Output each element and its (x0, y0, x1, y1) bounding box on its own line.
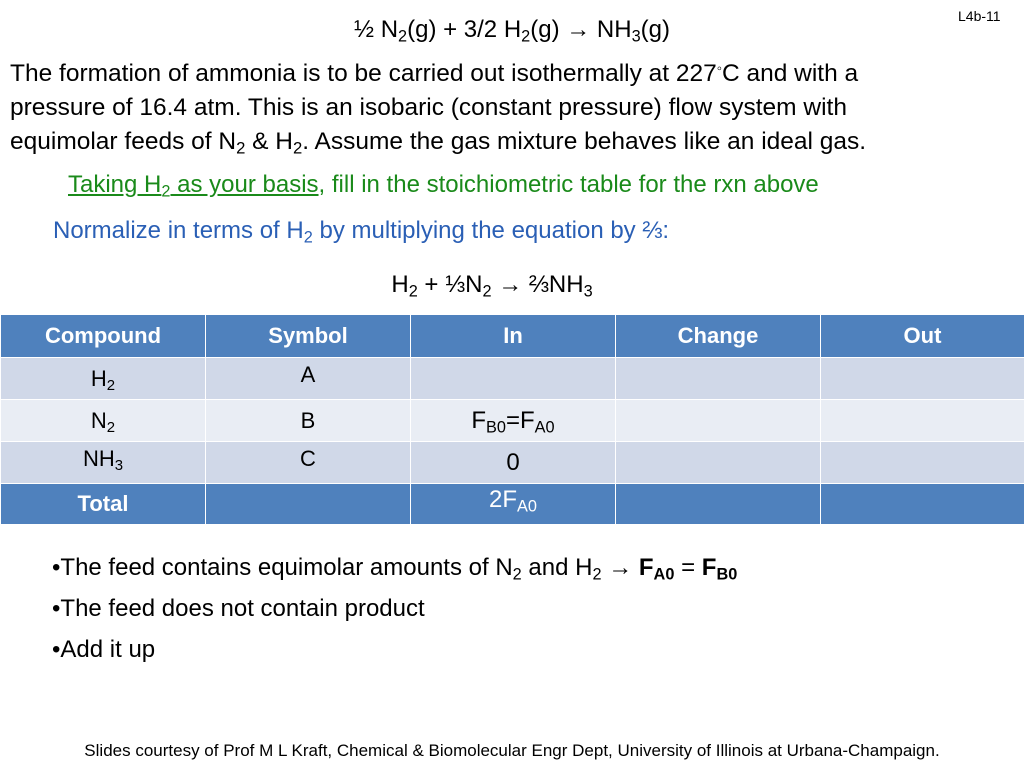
cell-change[interactable] (616, 358, 821, 400)
stoichiometric-table (0, 314, 1024, 525)
cell-symbol (206, 400, 411, 442)
eq-h2-phase: (g) → NH (530, 16, 632, 43)
cell-change[interactable] (616, 400, 821, 442)
header-symbol: Symbol (206, 315, 411, 358)
normalized-equation (0, 271, 984, 299)
norm-h-sub: 2 (408, 282, 418, 301)
bullet-1-sub2: 2 (592, 565, 602, 584)
cell-in[interactable] (411, 442, 616, 484)
eq-n2: N (380, 16, 399, 43)
bullet-1c: → (601, 554, 639, 581)
table-row (1, 358, 1024, 400)
basis-rest: , fill in the stoichiometric table for the rxn above (318, 171, 819, 198)
table-header-row (1, 315, 1024, 358)
cell-total-out[interactable] (821, 484, 1024, 525)
norm-nh-sub: 3 (583, 282, 593, 301)
in-text: F (471, 406, 487, 434)
eq-nh3-phase: (g) (640, 16, 670, 43)
total-label: Total (77, 491, 129, 516)
header-change: Change (616, 315, 821, 358)
in-sub2: A0 (534, 418, 555, 437)
cell-total-change[interactable] (616, 484, 821, 525)
eq-n2-sub: 2 (398, 27, 408, 46)
cell-symbol (206, 442, 411, 484)
normalize-sub: 2 (303, 228, 313, 247)
eq-half: ½ (354, 16, 375, 43)
in-text: 0 (506, 448, 520, 476)
compound-sub: 2 (106, 418, 116, 436)
total-in-sub: A0 (517, 497, 537, 516)
basis-instruction (68, 171, 819, 199)
norm-arrow: → ⅔NH (491, 271, 584, 298)
cell-total-symbol (206, 484, 411, 525)
eq-h2-sub: 2 (521, 27, 531, 46)
header-in: In (411, 315, 616, 358)
bullet-1-f2sub: B0 (716, 565, 738, 584)
basis-underlined-b: as your basis (170, 171, 319, 198)
basis-underlined-a: Taking H (68, 171, 162, 198)
problem-line-3-sub1: 2 (236, 138, 246, 158)
cell-total-label (1, 484, 206, 525)
symbol-text: A (300, 361, 316, 387)
eq-nh3-sub: 3 (631, 27, 641, 46)
bullet-1-f1sub: A0 (653, 565, 675, 584)
list-item: •Add it up (52, 636, 156, 663)
bullet-1-fa0 (638, 554, 675, 584)
table-total-row (1, 484, 1024, 525)
bullet-list (52, 547, 737, 670)
bullet-1-f1: F (638, 554, 654, 581)
problem-line-3 (10, 125, 1020, 159)
table-row (1, 400, 1024, 442)
total-in: 2F (489, 486, 518, 513)
compound-text: NH (82, 445, 115, 471)
cell-change[interactable] (616, 442, 821, 484)
cell-in[interactable] (411, 400, 616, 442)
problem-line-3c: . Assume the gas mixture behaves like an ideal gas. (302, 128, 867, 155)
list-item: •The feed does not contain product (52, 595, 425, 622)
problem-line-1a: The formation of ammonia is to be carried out isothermally at 227 (10, 60, 717, 87)
bullet-1-f2: F (701, 554, 717, 581)
degree-symbol: ◦ (716, 60, 722, 77)
header-compound: Compound (1, 315, 206, 358)
cell-symbol (206, 358, 411, 400)
list-item (52, 547, 737, 588)
bullet-1-sub1: 2 (512, 565, 522, 584)
cell-out[interactable] (821, 400, 1024, 442)
problem-statement (10, 57, 1020, 159)
slide-number: L4b-11 (958, 8, 1001, 24)
basis-underlined (68, 171, 319, 201)
symbol-text: B (300, 407, 316, 433)
problem-line-3b: & H (245, 128, 293, 155)
problem-line-3a: equimolar feeds of N (10, 128, 237, 155)
basis-underlined-sub: 2 (161, 182, 171, 201)
compound-sub: 3 (114, 456, 124, 474)
compound-text: H (90, 365, 107, 391)
bullet-1-eq: = (674, 554, 702, 581)
problem-line-1 (10, 57, 1020, 91)
compound-sub: 2 (106, 376, 116, 394)
in-mid: =F (505, 406, 535, 434)
normalize-instruction (53, 217, 669, 245)
cell-out[interactable] (821, 442, 1024, 484)
norm-n-sub: 2 (482, 282, 492, 301)
header-out: Out (821, 315, 1024, 358)
cell-out[interactable] (821, 358, 1024, 400)
reaction-equation (0, 16, 1024, 44)
cell-total-in[interactable] (411, 484, 616, 525)
table-row (1, 442, 1024, 484)
bullet-1b: and H (521, 554, 593, 581)
problem-line-1b: C and with a (721, 60, 859, 87)
norm-h: H (391, 271, 409, 298)
eq-n2-phase: (g) + 3/2 H (407, 16, 522, 43)
bullet-1a: •The feed contains equimolar amounts of N (52, 554, 513, 581)
cell-compound (1, 400, 206, 442)
problem-line-2: pressure of 16.4 atm. This is an isobaric (constant pressure) flow system with (10, 94, 847, 121)
footer-credit: Slides courtesy of Prof M L Kraft, Chemical & Biomolecular Engr Dept, University of Illinois at Urbana-Champaign. (84, 741, 940, 760)
normalize-a: Normalize in terms of H (53, 217, 304, 244)
bullet-1-fb0 (701, 554, 738, 584)
cell-compound (1, 442, 206, 484)
in-sub: B0 (486, 418, 506, 437)
symbol-text: C (300, 445, 316, 471)
problem-line-3-sub2: 2 (293, 138, 303, 158)
cell-in[interactable] (411, 358, 616, 400)
norm-mid: + ⅓N (417, 271, 483, 298)
normalize-b: by multiplying the equation by ⅔: (312, 217, 670, 244)
cell-compound (1, 358, 206, 400)
compound-text: N (90, 407, 107, 433)
